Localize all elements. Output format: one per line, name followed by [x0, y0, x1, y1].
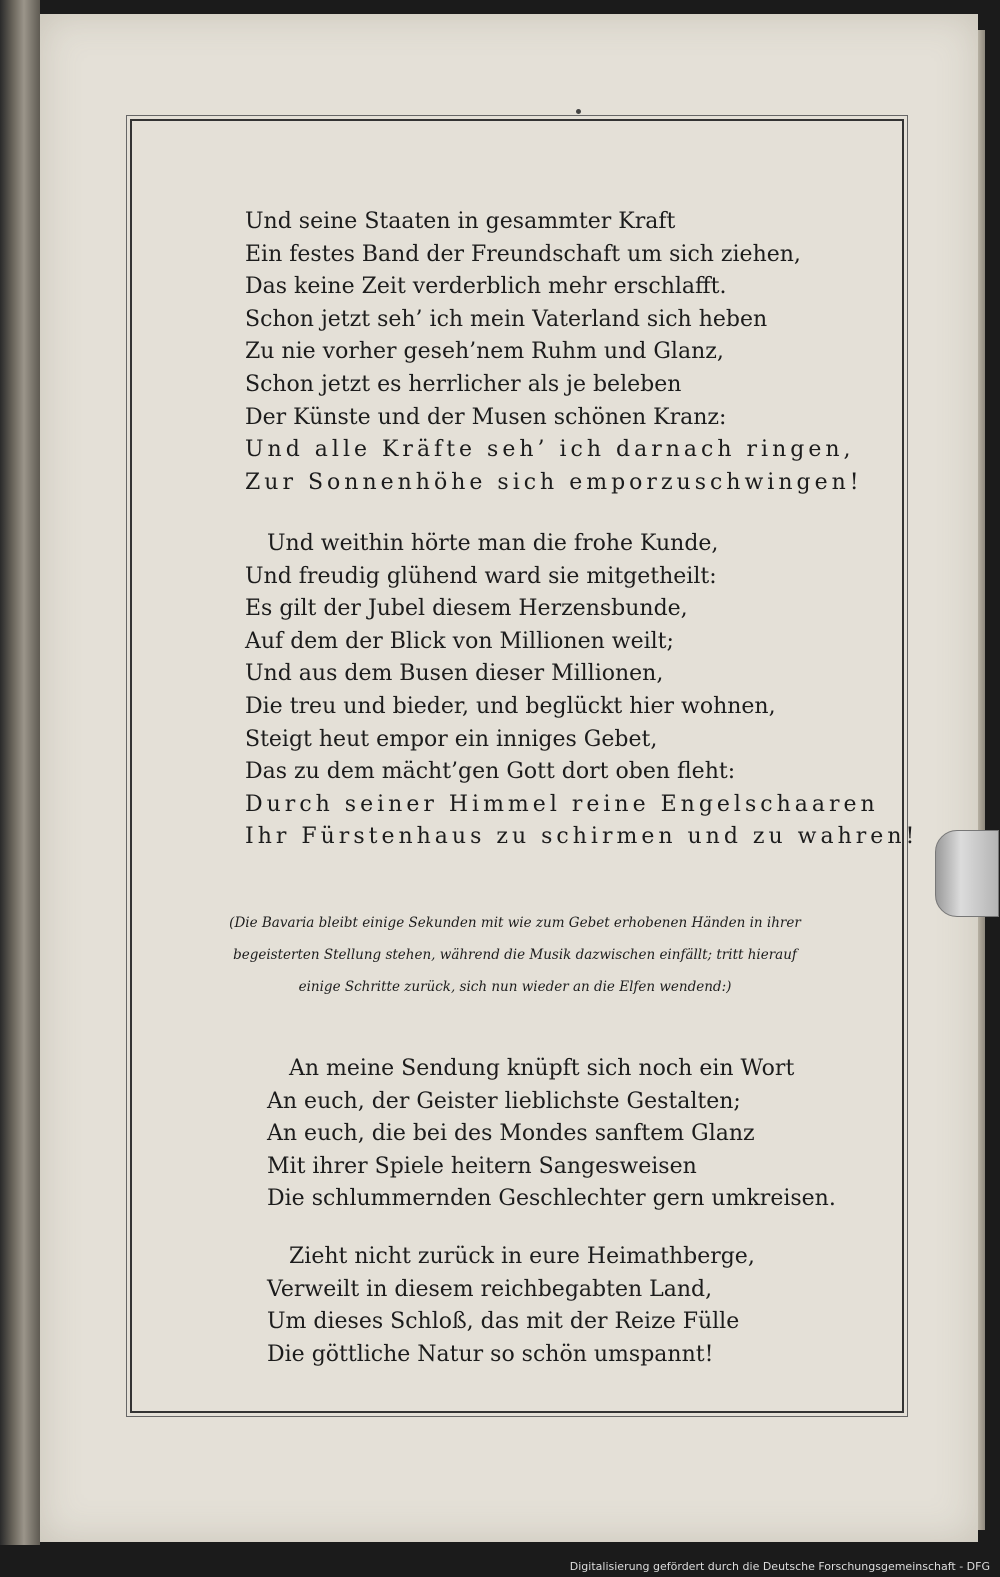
- stanza-4: [267, 1241, 755, 1371]
- ornament-dot: [576, 109, 581, 114]
- verse-line: Ihr Fürstenhaus zu schirmen und zu wahren!: [245, 824, 919, 850]
- stage-direction-line: einige Schritte zurück, sich nun wieder an die Elfen wendend:): [298, 979, 732, 995]
- verse-line: An meine Sendung knüpft sich noch ein Wort: [289, 1056, 795, 1081]
- verse-line: An euch, der Geister lieblichste Gestalten;: [267, 1088, 741, 1114]
- verse-line: Es gilt der Jubel diesem Herzensbunde,: [245, 596, 688, 622]
- page-clip: [935, 830, 999, 917]
- stage-direction: [160, 907, 870, 1003]
- verse-line: Und seine Staaten in gesammter Kraft: [245, 209, 676, 234]
- left-page-edge: [0, 0, 40, 1545]
- digitization-credit: Digitalisierung gefördert durch die Deutsche Forschungsgemeinschaft - DFG: [569, 1560, 990, 1573]
- verse-line: Auf dem der Blick von Millionen weilt;: [245, 628, 674, 654]
- verse-line: Durch seiner Himmel reine Engelschaaren: [245, 791, 879, 817]
- verse-line: Und weithin hörte man die frohe Kunde,: [267, 531, 719, 556]
- verse-line: Der Künste und der Musen schönen Kranz:: [245, 404, 727, 430]
- stanza-3: [267, 1053, 836, 1216]
- verse-line: Die göttliche Natur so schön umspannt!: [267, 1341, 714, 1367]
- verse-line: Und aus dem Busen dieser Millionen,: [245, 661, 664, 687]
- verse-line: Das zu dem mächt’gen Gott dort oben fleht:: [245, 759, 736, 785]
- verse-line: Das keine Zeit verderblich mehr erschlafft.: [245, 274, 727, 300]
- verse-line: Ein festes Band der Freundschaft um sich ziehen,: [245, 241, 801, 267]
- verse-line: Und alle Kräfte seh’ ich darnach ringen,: [245, 437, 855, 463]
- verse-line: Verweilt in diesem reichbegabten Land,: [267, 1276, 713, 1302]
- verse-line: Steigt heut empor ein inniges Gebet,: [245, 726, 658, 752]
- verse-line: Um dieses Schloß, das mit der Reize Fülle: [267, 1309, 740, 1335]
- verse-line: Schon jetzt seh’ ich mein Vaterland sich heben: [245, 306, 768, 332]
- stage-direction-line: begeisterten Stellung stehen, während die Musik dazwischen einfällt; tritt hierauf: [233, 947, 797, 963]
- verse-line: Und freudig glühend ward sie mitgetheilt:: [245, 563, 717, 589]
- stanza-1: [245, 206, 863, 499]
- verse-line: Mit ihrer Spiele heitern Sangesweisen: [267, 1153, 697, 1179]
- stanza-2: [245, 528, 918, 854]
- verse-line: Die schlummernden Geschlechter gern umkreisen.: [267, 1186, 836, 1212]
- verse-line: An euch, die bei des Mondes sanftem Glanz: [267, 1121, 755, 1147]
- verse-line: Schon jetzt es herrlicher als je beleben: [245, 371, 682, 397]
- verse-line: Zur Sonnenhöhe sich emporzuschwingen!: [245, 469, 863, 495]
- verse-line: Die treu und bieder, und beglückt hier wohnen,: [245, 693, 776, 719]
- book-page: [40, 14, 978, 1542]
- verse-line: Zieht nicht zurück in eure Heimathberge,: [289, 1244, 755, 1269]
- verse-line: Zu nie vorher geseh’nem Ruhm und Glanz,: [245, 339, 724, 365]
- stage-direction-line: (Die Bavaria bleibt einige Sekunden mit wie zum Gebet erhobenen Händen in ihrer: [229, 915, 801, 931]
